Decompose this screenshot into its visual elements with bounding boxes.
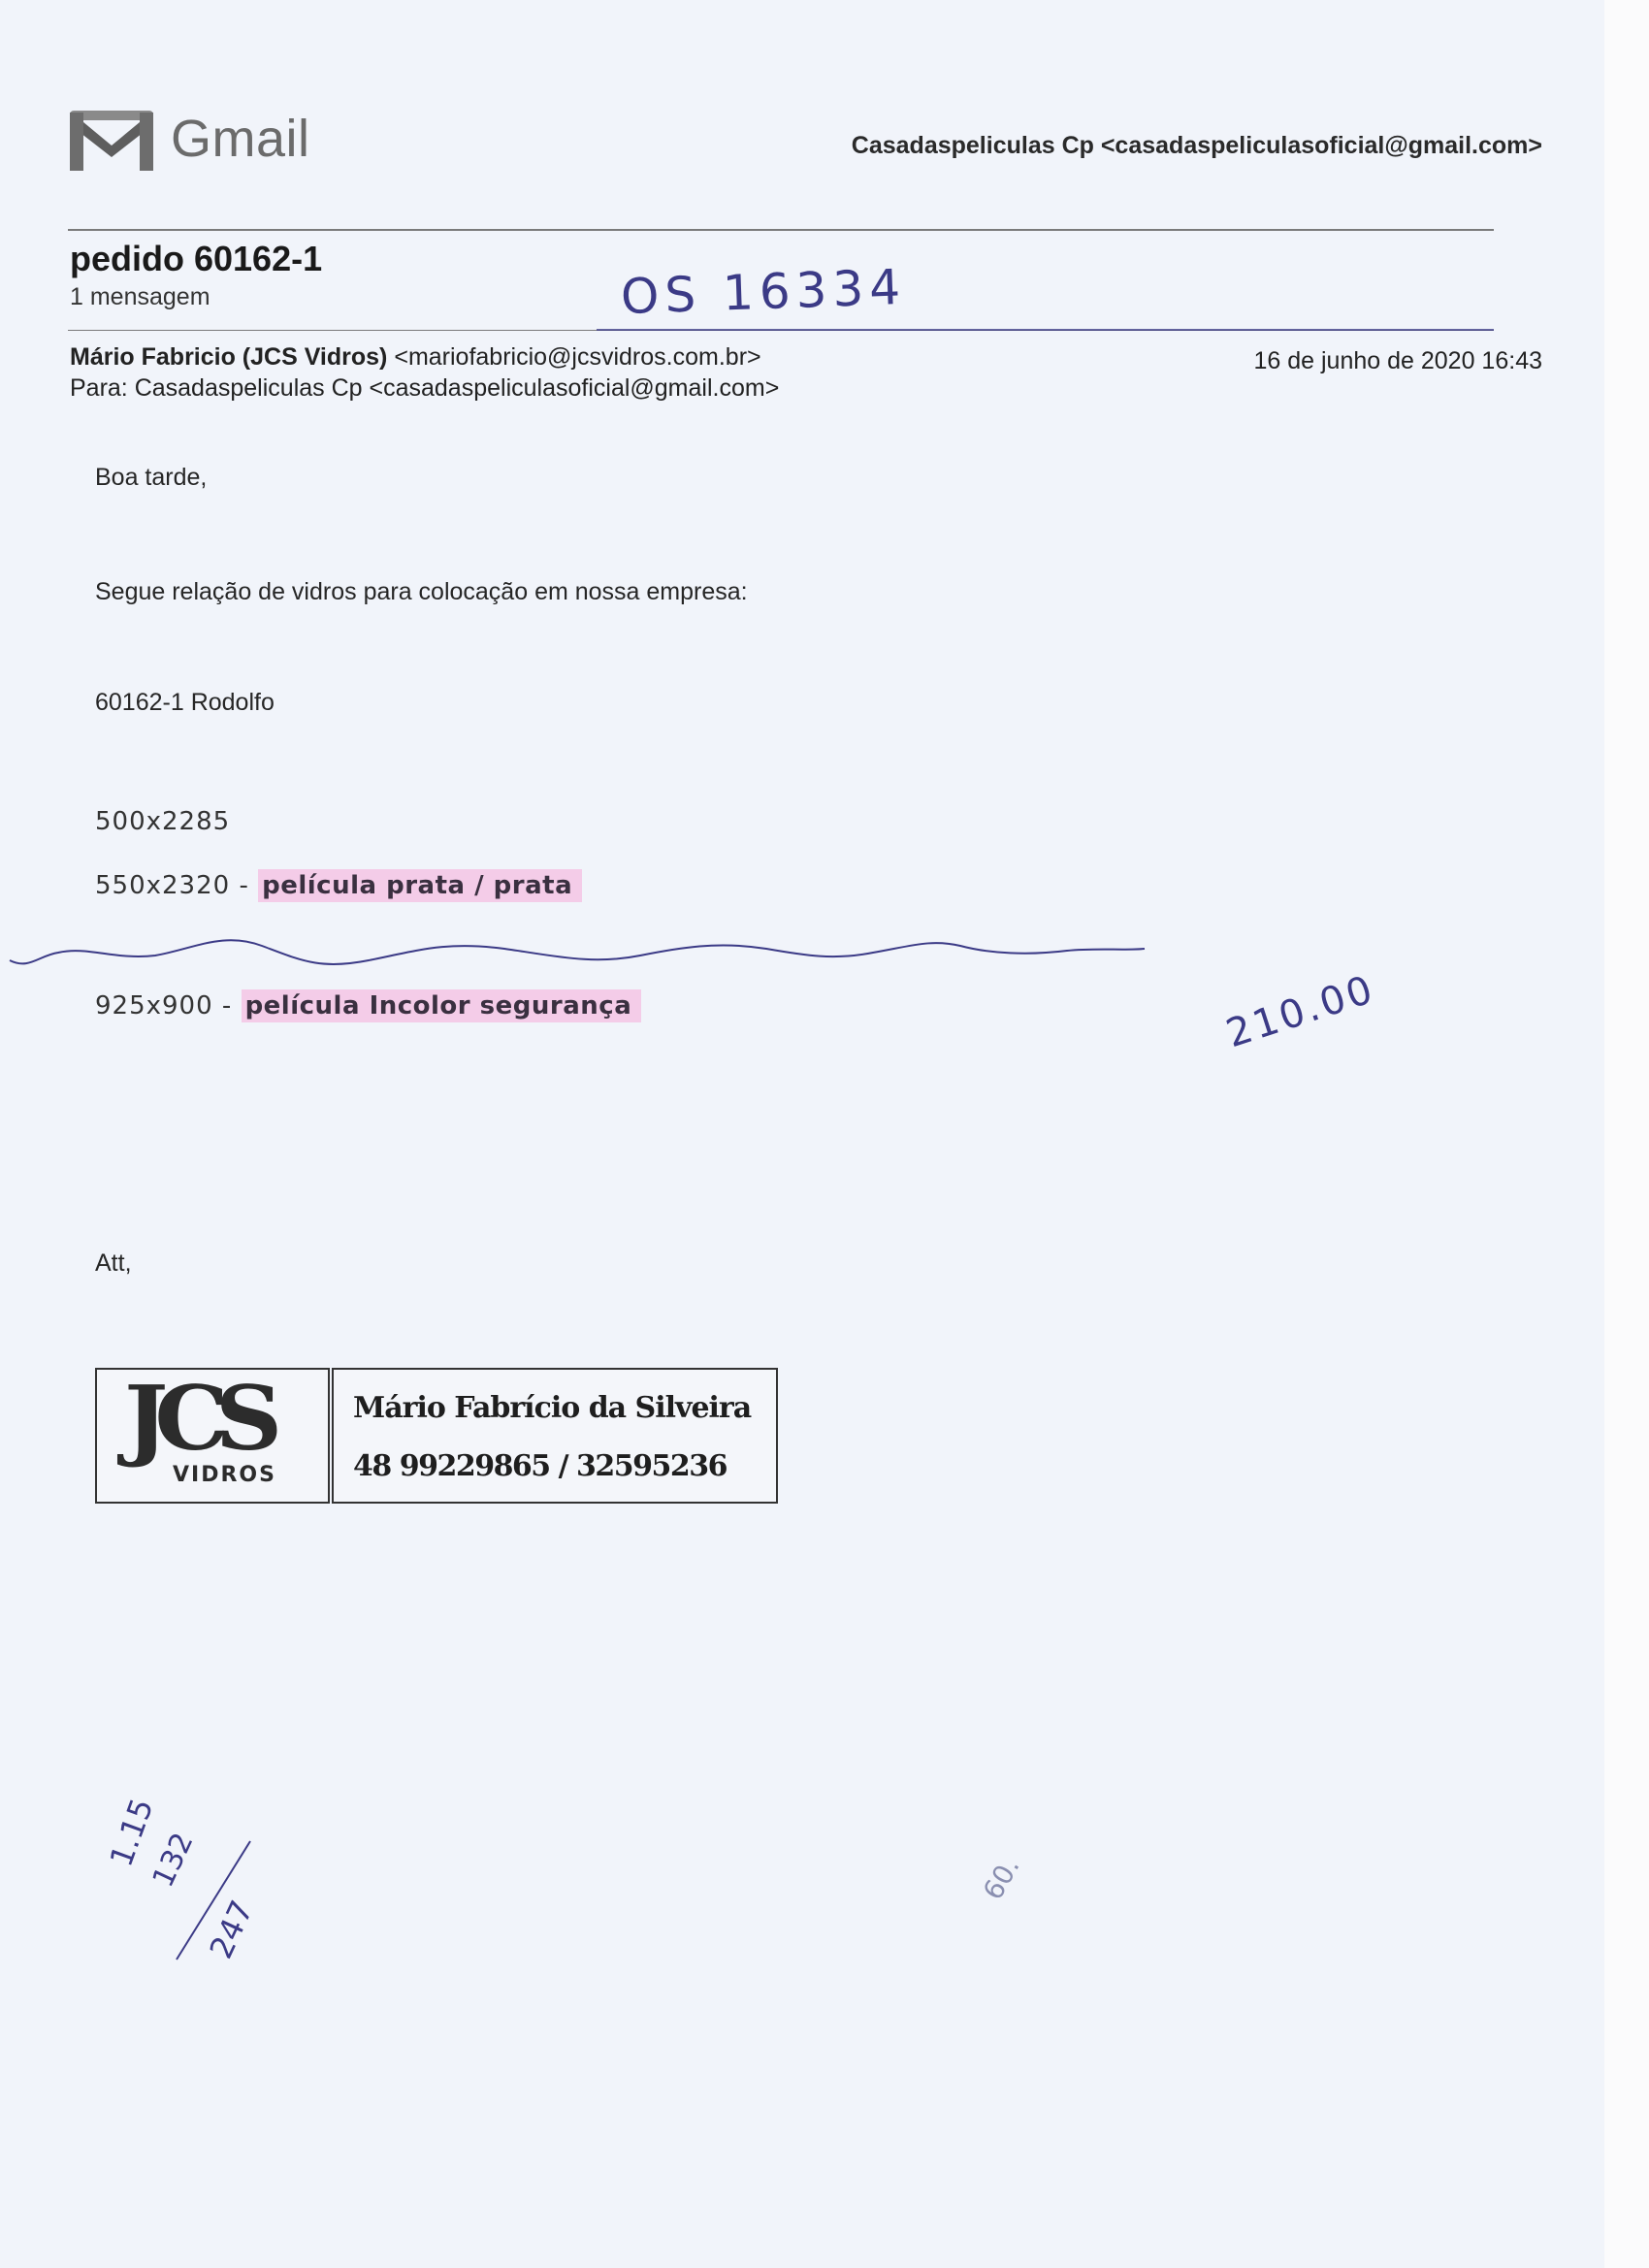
logo-letters: JCS [124, 1365, 270, 1471]
item-description-highlighted: película Incolor segurança [242, 989, 642, 1022]
account-address: Casadaspeliculas Cp <casadaspeliculasoficial@gmail.com> [851, 132, 1542, 159]
handwritten-calc: 1.15 [102, 1794, 161, 1871]
item-size: 925x900 [95, 991, 213, 1021]
sent-date: 16 de junho de 2020 16:43 [1253, 347, 1542, 374]
item-size: 500x2285 [95, 807, 231, 836]
message-count: 1 mensagem [70, 283, 210, 310]
item-separator: - [212, 991, 242, 1021]
signature-phone: 48 99229865 / 32595236 [353, 1449, 728, 1483]
order-reference: 60162-1 Rodolfo [95, 689, 275, 716]
logo-subtitle: VIDROS [173, 1463, 276, 1487]
handwritten-wavy-line [10, 940, 1145, 964]
item-size: 550x2320 [95, 871, 231, 900]
handwritten-price: 210.00 [1220, 966, 1381, 1057]
item-description-highlighted: película prata / prata [258, 869, 582, 902]
handwritten-os-number: OS 16334 [620, 258, 907, 326]
gmail-wordmark: Gmail [171, 110, 310, 168]
email-subject: pedido 60162-1 [70, 239, 323, 278]
intro-text: Segue relação de vidros para colocação em nossa empresa: [95, 578, 748, 605]
handwritten-calc: 132 [146, 1828, 201, 1893]
recipient-line: Para: Casadaspeliculas Cp <casadaspeliculasoficial@gmail.com> [70, 374, 780, 402]
signature-name: Mário Fabrício da Silveira [353, 1391, 752, 1425]
item-separator: - [230, 871, 259, 900]
closing: Att, [95, 1249, 132, 1277]
handwritten-mark: 60. [976, 1851, 1026, 1906]
sender-email: <mariofabricio@jcsvidros.com.br> [394, 343, 761, 371]
handwritten-calc: 247 [202, 1895, 261, 1964]
greeting: Boa tarde, [95, 464, 208, 491]
sender-name: Mário Fabricio (JCS Vidros) [70, 343, 388, 371]
